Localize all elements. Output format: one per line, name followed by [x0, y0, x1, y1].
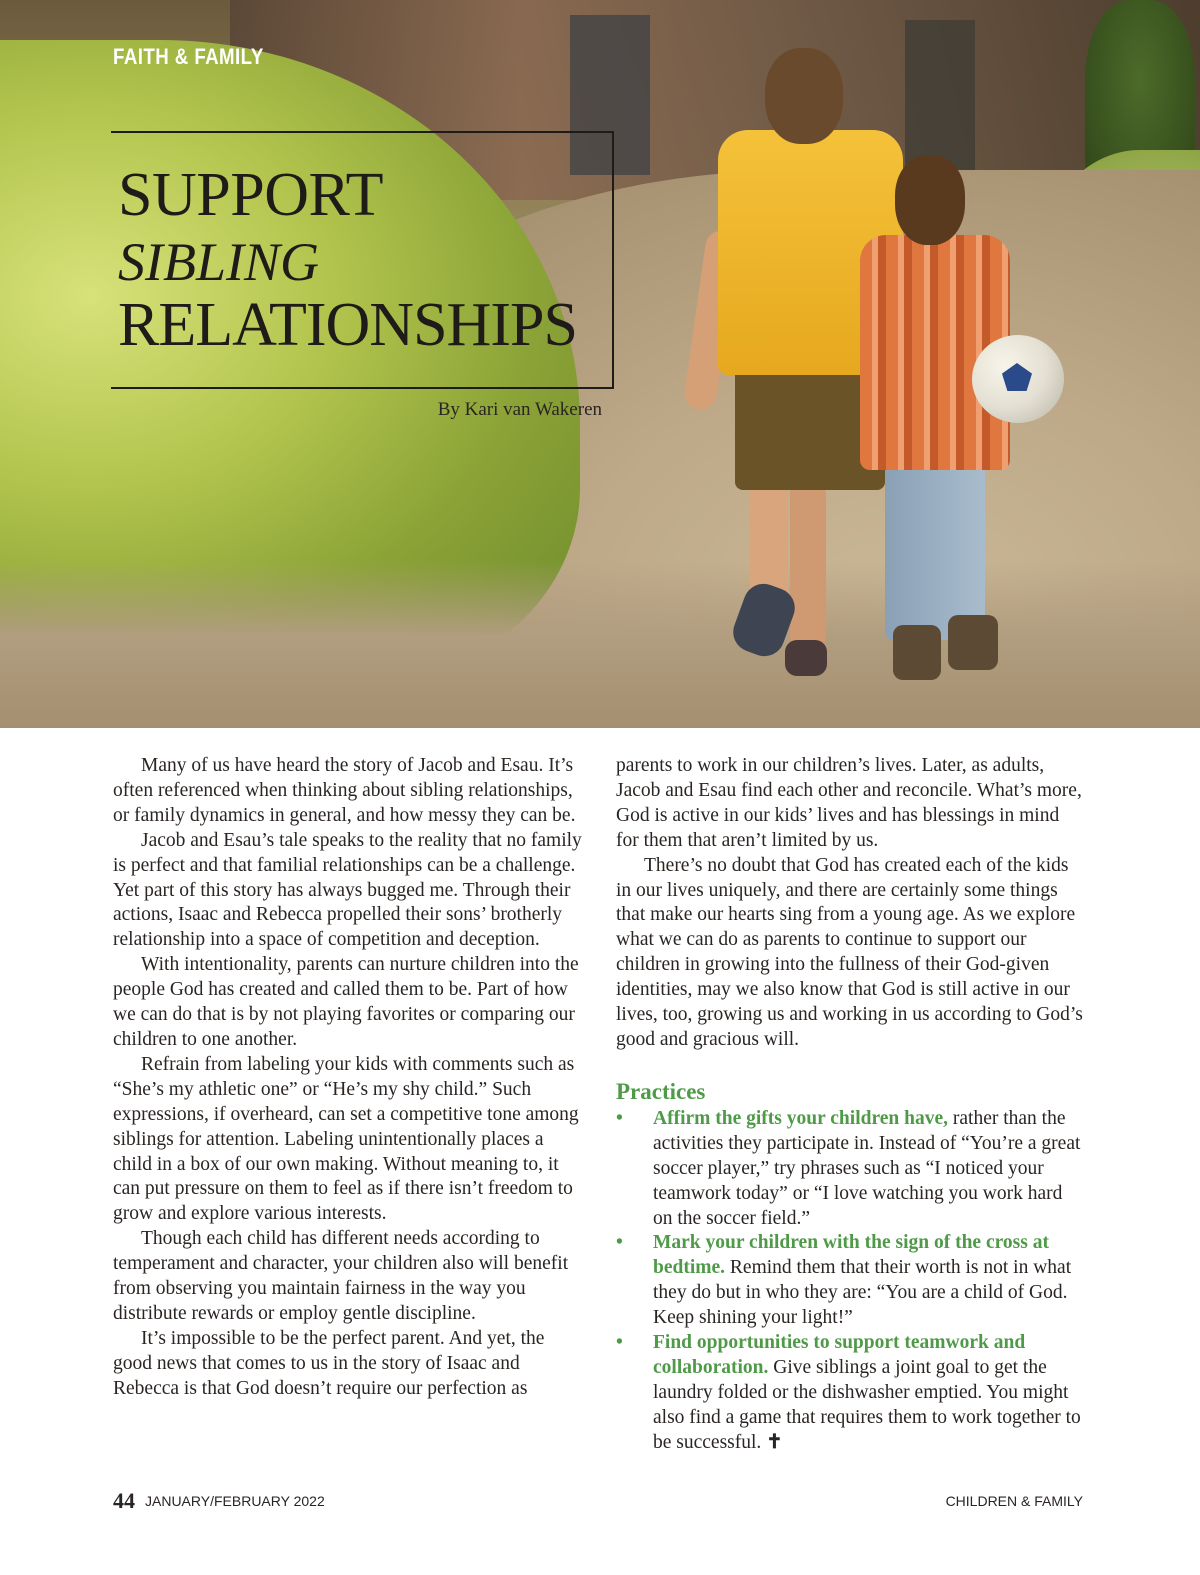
- practice-text: rather than the activities they participate in. Instead of “You’re a great soccer player,” try phrases such as “I noticed your teamwork today” or “I love watching you work hard on the soccer field.”: [653, 1107, 1081, 1229]
- body-paragraph: Though each child has different needs according to temperament and character, your children also will benefit from observing you maintain fairness in the way you distribute rewards or employ gentle discipline.: [113, 1228, 569, 1324]
- building-door: [905, 20, 975, 170]
- magazine-name: CHILDREN & FAMILY: [945, 1493, 1083, 1509]
- body-paragraph: Many of us have heard the story of Jacob and Esau. It’s often referenced when thinking about sibling relationships, or family dynamics in general, and how messy they can be.: [113, 755, 576, 826]
- body-paragraph: Refrain from labeling your kids with comments such as “She’s my athletic one” or “He’s my shy child.” Such expressions, if overheard, can set a competitive tone among siblings for attention. Labeling unintentionally places a child in a box of our own making. Without meaning to, it can put pressure on them to feel as if there isn’t freedom to grow and explore various interests.: [113, 1053, 579, 1225]
- practice-text: Remind them that their worth is not in what they do but in who they are: “You are a child of God. Keep shining your light!”: [653, 1257, 1072, 1329]
- issue-date: JANUARY/FEBRUARY 2022: [145, 1493, 325, 1509]
- bullet-icon: •: [616, 1107, 623, 1129]
- practice-text: Give siblings a joint goal to get the laundry folded or the dishwasher emptied. You might also find a game that requires them to work together to be successful.: [653, 1356, 1081, 1453]
- left-column: [113, 754, 583, 1402]
- gravel-foreground: [0, 560, 1200, 728]
- practice-item: [616, 1107, 1086, 1232]
- practices-heading: Practices: [616, 1078, 706, 1104]
- younger-boy-boot: [948, 615, 998, 670]
- older-boy-head: [765, 48, 843, 144]
- practice-highlight: Affirm the gifts your children have,: [653, 1107, 949, 1129]
- older-boy-shoe: [785, 640, 827, 676]
- body-paragraph: Jacob and Esau’s tale speaks to the reality that no family is perfect and that familial relationships can be a challenge. Yet part of this story has always bugged me. Through their actions, Isaac and Rebecca propelled their sons’ brotherly relationship into a space of competition and deception.: [113, 829, 582, 951]
- younger-boy-jeans: [885, 455, 985, 640]
- bullet-icon: •: [616, 1332, 623, 1354]
- cross-icon: ✝: [766, 1431, 783, 1453]
- practice-item: [616, 1231, 1086, 1331]
- practice-item: [616, 1331, 1086, 1456]
- practice-highlight: Find opportunities to support teamwork and collaboration.: [653, 1332, 1026, 1378]
- body-paragraph: It’s impossible to be the perfect parent. And yet, the good news that comes to us in the story of Isaac and Rebecca is that God doesn’t require our perfection as: [113, 1327, 545, 1399]
- practice-highlight: Mark your children with the sign of the cross at bedtime.: [653, 1232, 1049, 1279]
- section-tag: FAITH & FAMILY: [113, 44, 264, 69]
- title-line-3: RELATIONSHIPS: [118, 291, 577, 359]
- younger-boy-boot: [893, 625, 941, 680]
- soccer-ball: [972, 335, 1064, 423]
- body-paragraph: With intentionality, parents can nurture children into the people God has created and called them to be. Part of how we can do that is by not playing favorites or comparing our children to one another.: [113, 954, 579, 1050]
- title-line-1: SUPPORT: [118, 161, 383, 229]
- right-column: [616, 754, 1086, 1456]
- page-number: 44: [113, 1488, 135, 1513]
- body-paragraph: There’s no doubt that God has created each of the kids in our lives uniquely, and there are certainly some things that make our hearts sing from a young age. As we explore what we can do as parents to continue to support our children in growing into the fullness of their God-given identities, may we also know that God is still active in our lives, too, growing us and working in us according to God’s good and gracious will.: [616, 854, 1083, 1050]
- younger-boy-head: [895, 155, 965, 245]
- older-boy-leg: [790, 480, 826, 650]
- title-line-2: SIBLING: [118, 232, 319, 292]
- practices-list: [616, 1107, 1086, 1456]
- bullet-icon: •: [616, 1232, 623, 1254]
- byline: By Kari van Wakeren: [437, 399, 602, 420]
- body-paragraph-continued: parents to work in our children’s lives. Later, as adults, Jacob and Esau find each other and reconcile. What’s more, God is active in our kids’ lives and has blessings in mind for them that aren’t limited by us.: [616, 755, 1082, 851]
